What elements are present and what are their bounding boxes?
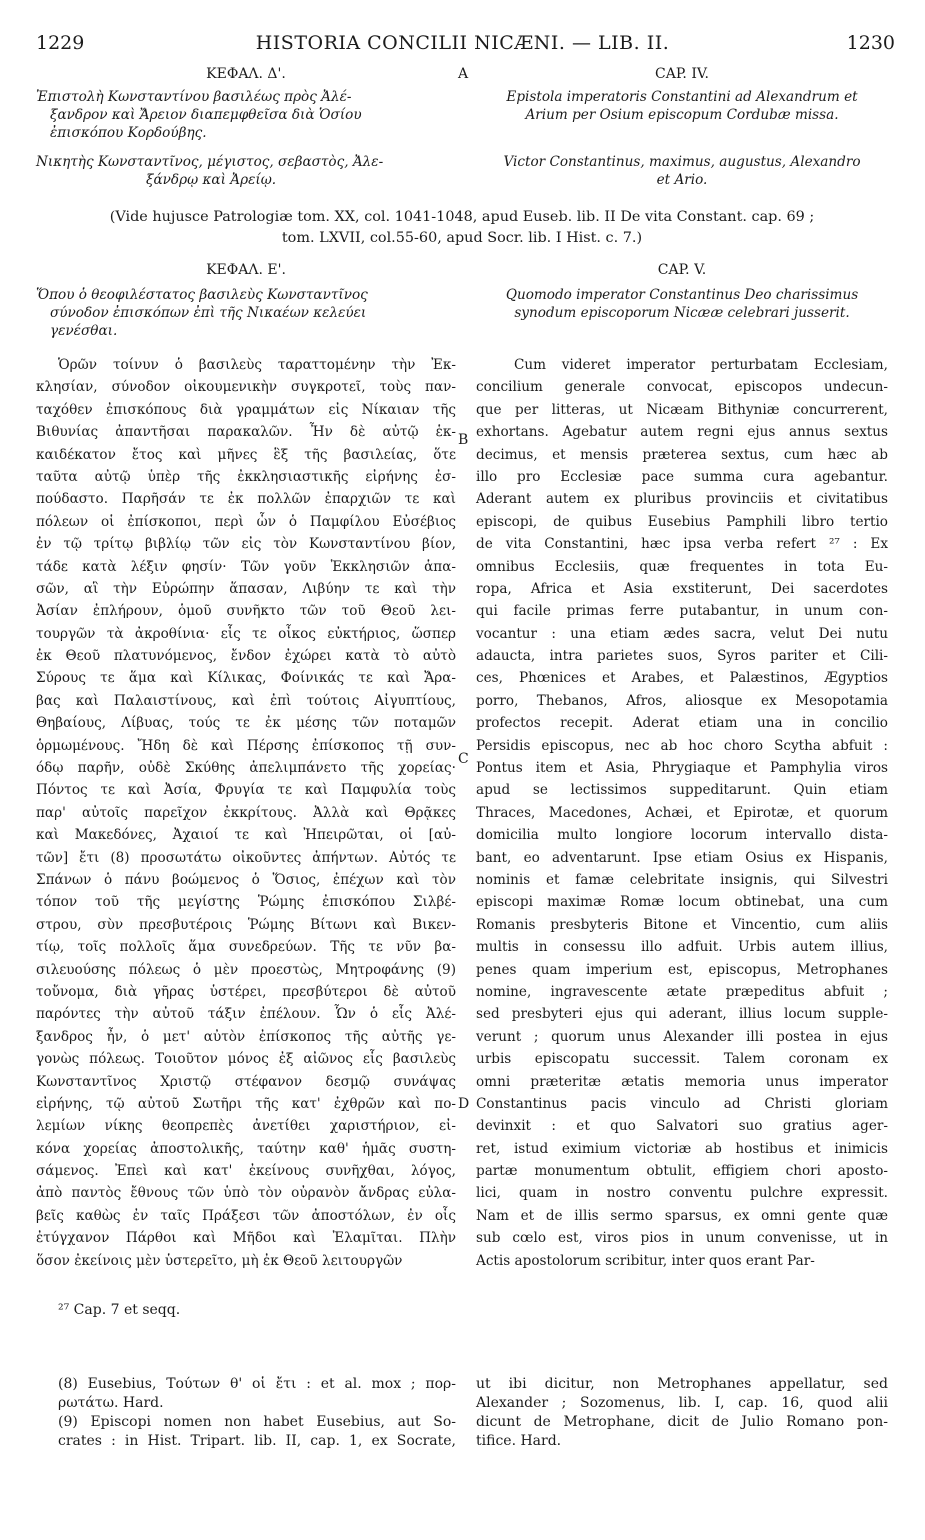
footnote-line: crates : in Hist. Tripart. lib. II, cap. 1, ex Socrate, <box>58 1433 456 1449</box>
text-line: σιλευούσης πόλεως ὁ μὲν προεστὼς, Μητροφάνης (9) <box>36 961 456 978</box>
latin-chapter4-heading: CAP. IV. <box>655 66 709 82</box>
footnote-27: ²⁷ Cap. 7 et seqq. <box>58 1302 181 1318</box>
text-line: Σύρους τε ἅμα καὶ Κίλικας, Φοίνικάς τε καὶ Ἄρα- <box>36 670 456 687</box>
text-line: παρ' αὐτοῖς παρεῖχον ἐκκρίτους. Ἀλλὰ καὶ Θρᾷκες <box>36 804 456 821</box>
latin-chapter5-heading: CAP. V. <box>657 262 707 278</box>
title-line: γενέσθαι. <box>50 323 118 339</box>
footnote-line: (9) Episcopi nomen non habet Eusebius, aut So- <box>58 1414 456 1430</box>
vide-line: (Vide hujusce Patrologiæ tom. XX, col. 1041-1048, apud Euseb. lib. II De vita Constant. cap. 69 ; <box>109 209 815 225</box>
text-line: Constantinus pacis vinculo ad Christi gloriam <box>476 1095 888 1112</box>
text-line: Ἀσίαν ἐπλήρουν, ὁμοῦ συνῆκτο τῶν τοῦ Θεοῦ λει- <box>36 603 456 620</box>
text-line: Pontus item et Asia, Phrygiaque et Pamphylia viros <box>476 760 888 777</box>
salutation-line: Νικητὴς Κωνσταντῖνος, μέγιστος, σεβαστὸς, Ἀλε- <box>36 154 384 170</box>
text-line: qui facile primas ferre putabantur, in unum con- <box>476 603 888 620</box>
footnote-line: dicunt de Metrophane, dicit de Julio Romano pon- <box>476 1414 888 1430</box>
text-line: βεῖς καθὼς ἐν ταῖς Πράξεσι τῶν ἀποστόλων, ἐν οἷς <box>36 1207 456 1224</box>
salutation-line: et Ario. <box>656 172 708 188</box>
title-line: σύνοδον ἐπισκόπων ἐπὶ τῆς Νικαέων κελεύει <box>50 305 367 321</box>
text-line: εἰρήνης, τῷ αὐτοῦ Σωτῆρι τῆς κατ' ἐχθρῶν καὶ πο- <box>36 1095 456 1112</box>
greek-chapter5-title <box>36 286 456 340</box>
text-line: Persidis episcopus, nec ab hoc choro Scytha abfuit : <box>476 737 888 754</box>
text-line: penes quam imperium est, episcopus, Metrophanes <box>476 961 888 978</box>
footnote-line: Alexander ; Sozomenus, lib. I, cap. 16, quod alii <box>476 1395 888 1411</box>
text-line: sub cœlo est, viros pios in unum convenisse, ut in <box>476 1230 888 1247</box>
title-line: ξανδρον καὶ Ἄρειον διαπεμφθεῖσα διὰ Ὁσίου <box>50 107 362 123</box>
title-line: Epistola imperatoris Constantini ad Alexandrum et <box>506 89 858 105</box>
title-line: Ἐπιστολὴ Κωνσταντίνου βασιλέως πρὸς Ἀλέ- <box>36 89 352 105</box>
text-line: omnibus Ecclesiis, quæ frequentes in tota Eu- <box>476 558 888 575</box>
text-line: exhortans. Agebatur autem regni ejus annus sextus <box>476 424 888 441</box>
text-line: de vita Constantini, hæc ipsa verba refert ²⁷ : Ex <box>476 536 888 553</box>
footnote-line: (8) Eusebius, Τούτων θ' οἱ ἔτι : et al. mox ; πορ- <box>58 1376 456 1392</box>
text-line: ταχόθεν ἐπισκόπους διὰ γραμμάτων εἰς Νίκαιαν τῆς <box>36 401 456 418</box>
right-page-number: 1230 <box>846 32 895 54</box>
text-line: όδῳ παρῆν, οὐδὲ Σκύθης ἀπελιμπάνετο τῆς χορείας· <box>36 760 456 777</box>
text-line: episcopi, de quibus Eusebius Pamphili libro tertio <box>476 513 888 530</box>
text-line: καιδέκατον ἔτος καὶ μῆνες ἓξ τῆς βασιλείας, ὅτε <box>36 446 456 463</box>
text-line: ret, istud eximium victoriæ ab hostibus et inimicis <box>476 1140 888 1157</box>
text-line: τίῳ, τοῖς πολλοῖς ἅμα συνεδρεύων. Τῆς τε νῦν βα- <box>36 939 456 956</box>
latin-chapter5-title <box>476 286 888 322</box>
text-line: Aderant autem ex pluribus provinciis et civitatibus <box>476 491 888 508</box>
text-line: βας καὶ Παλαιστίνους, καὶ ἐπὶ τούτοις Αἰγυπτίους, <box>36 692 456 709</box>
vide-line: tom. LXVII, col.55-60, apud Socr. lib. I Hist. c. 7.) <box>281 230 643 246</box>
running-title: HISTORIA CONCILII NICÆNI. — LIB. II. <box>255 32 670 54</box>
text-line: sed presbyteri ejus qui aderant, illius locum supple- <box>476 1006 888 1023</box>
text-line: bant, eo adventarunt. Ipse etiam Osius ex Hispanis, <box>476 849 888 866</box>
text-line: partæ monumentum obtulit, effigiem chori aposto- <box>476 1163 888 1180</box>
text-line: nominis et famæ celebritate insignis, qui Silvestri <box>476 871 888 888</box>
text-line: τῶν] ἔτι (8) προσωτάτω οἰκοῦντες ἀπήντων. Αὐτός τε <box>36 849 456 866</box>
title-line: Quomodo imperator Constantinus Deo charissimus <box>505 287 859 303</box>
text-line: ἀπὸ παντὸς ἔθνους τῶν ὑπὸ τὸν οὐρανὸν ἄνδρας εὐλα- <box>36 1185 456 1202</box>
text-line: Θηβαίους, Λίβυας, τούς τε ἐκ μέσης τῶν ποταμῶν <box>36 715 456 732</box>
greek-chapter4-heading: ΚΕΦΑΛ. Δ'. <box>206 66 286 82</box>
text-line: καὶ Μακεδόνες, Ἀχαιοί τε καὶ Ἠπειρῶται, οἱ [αὐ- <box>36 827 456 844</box>
greek-body-text <box>36 354 456 1272</box>
text-line: τοὔνομα, διὰ γῆρας ὑστέρει, πρεσβύτεροι δὲ αὐτοῦ <box>36 983 456 1000</box>
text-line: omni præteritæ ætatis memoria unus imperator <box>476 1073 888 1090</box>
text-line: Ὁρῶν τοίνυν ὁ βασιλεὺς ταραττομένην τὴν Ἐκ- <box>58 357 456 373</box>
salutation-line: Victor Constantinus, maximus, augustus, Alexandro <box>503 154 861 170</box>
greek-chapter5-heading: ΚΕΦΑΛ. Ε'. <box>206 262 286 278</box>
text-line: Nam et de illis sermo sparsus, ex omni gente quæ <box>476 1207 888 1224</box>
text-line: κλησίαν, σύνοδον οἰκουμενικὴν συγκροτεῖ, τοὺς παν- <box>36 379 456 396</box>
text-line: τάδε κατὰ λέξιν φησίν· Τῶν γοῦν Ἐκκλησιῶν ἁπα- <box>36 558 456 575</box>
salutation-line: ξάνδρῳ καὶ Ἀρείῳ. <box>146 172 277 188</box>
text-line: Βιθυνίας ἀπαντῆσαι παρακαλῶν. Ἦν δὲ αὐτῷ ἑκ- <box>36 424 456 441</box>
title-line: Arium per Osium episcopum Cordubæ missa. <box>525 107 839 123</box>
text-line: ὁρμωμένους. Ἤδη δὲ καὶ Πέρσης ἐπίσκοπος τῇ συν- <box>36 737 456 754</box>
text-line: Thraces, Macedones, Achæi, et Epirotæ, et quorum <box>476 804 888 821</box>
left-page-number: 1229 <box>36 32 85 54</box>
text-line: σάμενος. Ἐπεὶ καὶ κατ' ἐκείνους συνῆχθαι, λόγος, <box>36 1163 456 1180</box>
text-line: Romanis presbyteris Bitone et Vincentio, cum aliis <box>476 916 888 933</box>
text-line: devinxit : et quo Salvatori suo gratius ager- <box>476 1118 888 1135</box>
text-line: λεμίων νίκης θεοπρεπὲς ἀνετίθει χαριστήριον, εἰ- <box>36 1118 456 1135</box>
title-line: synodum episcoporum Nicææ celebrari jusserit. <box>514 305 850 321</box>
text-line: apud se lectissimos suppeditarunt. Quin etiam <box>476 782 888 799</box>
greek-salutation <box>36 153 456 189</box>
text-line: verunt ; quorum unus Alexander illi postea in ejus <box>476 1028 888 1045</box>
text-line: ἐκ Θεοῦ πλατυνόμενος, ἔνδον ἐχώρει κατὰ τὸ αὐτὸ <box>36 648 456 665</box>
text-line: Σπάνων ὁ πάνυ βοώμενος ὁ Ὅσιος, ἐπέχων καὶ τὸν <box>36 871 456 888</box>
text-line: ἐτύγχανον Πάρθοι καὶ Μῆδοι καὶ Ἐλαμῖται. Πλὴν <box>36 1230 456 1247</box>
text-line: παρόντες τὴν αὐτοῦ τάξιν ἐπέλουν. Ὧν ὁ εἷς Ἀλέ- <box>36 1006 456 1023</box>
margin-letter-b: B <box>458 432 469 448</box>
text-line: nomine, ingravescente ætate præpeditus abfuit ; <box>476 983 888 1000</box>
footnotes-left <box>36 1375 456 1451</box>
text-line: multis in consessu illo adfuit. Urbis autem illius, <box>476 939 888 956</box>
greek-chapter4-title <box>36 88 456 142</box>
text-line: πόλεων οἱ ἐπίσκοποι, περὶ ὧν ὁ Παμφίλου Εὐσέβιος <box>36 513 456 530</box>
text-line: vocantur : una etiam ædes sacra, velut Dei nutu <box>476 625 888 642</box>
text-line: πούδαστο. Παρῆσάν τε ἐκ πολλῶν ἐπαρχιῶν τε καὶ <box>36 491 456 508</box>
text-line: ταῦτα αὐτῷ ὑπὲρ τῆς ἐκκλησιαστικῆς εἰρήνης ἐσ- <box>36 468 456 485</box>
text-line: σῶν, αἳ τὴν Εὐρώπην ἅπασαν, Λιβύην τε καὶ τὴν <box>36 580 456 597</box>
footnote-line: ρωτάτω. Hard. <box>58 1395 164 1411</box>
title-line: Ὅπου ὁ θεοφιλέστατος βασιλεὺς Κωνσταντῖνος <box>36 287 368 303</box>
text-line: Actis apostolorum scribitur, inter quos erant Par- <box>476 1252 815 1269</box>
title-line: ἐπισκόπου Κορδούβης. <box>50 125 207 141</box>
text-line: ἐν τῷ τρίτῳ βιβλίῳ τῶν εἰς τὸν Κωνσταντίνου βίον, <box>36 536 456 553</box>
text-line: lici, quam in nostro conventu pulchre expressit. <box>476 1185 888 1202</box>
text-line: Κωνσταντῖνος Χριστῷ στέφανον δεσμῷ συνάψας <box>36 1073 456 1090</box>
text-line: ξανδρος ἦν, ὁ μετ' αὐτὸν ἐπίσκοπος τῆς αὐτῆς γε- <box>36 1028 456 1045</box>
text-line: illo pro Ecclesiæ pace summa cura agebantur. <box>476 468 888 485</box>
text-line: domicilia multo longiore locorum intervallo dista- <box>476 827 888 844</box>
text-line: episcopi maximæ Romæ locum obtinebat, una cum <box>476 894 888 911</box>
text-line: decimus, et mensis præterea sextus, cum hæc ab <box>476 446 888 463</box>
text-line: urbis episcopatu successit. Talem coronam ex <box>476 1051 888 1068</box>
text-line: que per litteras, ut Nicæam Bithyniæ concurrerent, <box>476 401 888 418</box>
text-line: porro, Thebanos, Afros, aliosque ex Mesopotamia <box>476 692 888 709</box>
vide-note <box>36 207 888 249</box>
latin-salutation <box>476 153 888 189</box>
text-line: profectos recepit. Aderat etiam una in concilio <box>476 715 888 732</box>
footnotes-right <box>476 1375 888 1451</box>
margin-letter-c: C <box>458 751 469 767</box>
text-line: Πόντος τε καὶ Ἀσία, Φρυγία τε καὶ Παμφυλία τοὺς <box>36 782 456 799</box>
footnote-line: tifice. Hard. <box>476 1433 562 1449</box>
text-line: ropa, Africa et Asia exstiterunt, Dei sacerdotes <box>476 580 888 597</box>
text-line: κόνα χορείας ἀποστολικῆς, ταύτην καθ' ἡμᾶς συστη- <box>36 1140 456 1157</box>
latin-chapter4-title <box>476 88 888 124</box>
text-line: ὅσον ἐκείνοις μὲν ὑστερεῖτο, μὴ ἐκ Θεοῦ λειτουργῶν <box>36 1252 403 1269</box>
text-line: ces, Phœnices et Arabes, et Palæstinos, Ægyptios <box>476 670 888 687</box>
latin-body-text <box>476 354 888 1272</box>
text-line: adaucta, intra parietes suos, Syros pariter et Cili- <box>476 648 888 665</box>
text-line: Cum videret imperator perturbatam Ecclesiam, <box>514 357 888 373</box>
text-line: τόπον τοῦ τῆς μεγίστης Ῥώμης ἐπισκόπου Σιλβέ- <box>36 894 456 911</box>
text-line: στρου, σὺν πρεσβυτέροις Ῥώμης Βίτωνι καὶ Βικεν- <box>36 916 456 933</box>
margin-letter-d: D <box>458 1096 470 1112</box>
text-line: τουργῶν τὰ ἀκροθίνια· εἷς τε οἶκος εὐκτήριος, ὥσπερ <box>36 625 456 642</box>
margin-letter-a: A <box>458 66 469 82</box>
footnote-line: ut ibi dicitur, non Metrophanes appellatur, sed <box>476 1376 888 1392</box>
text-line: concilium generale convocat, episcopos undecun- <box>476 379 888 396</box>
text-line: γονὼς πόλεως. Τοιοῦτον μόνος ἐξ αἰῶνος εἷς βασιλεὺς <box>36 1051 456 1068</box>
